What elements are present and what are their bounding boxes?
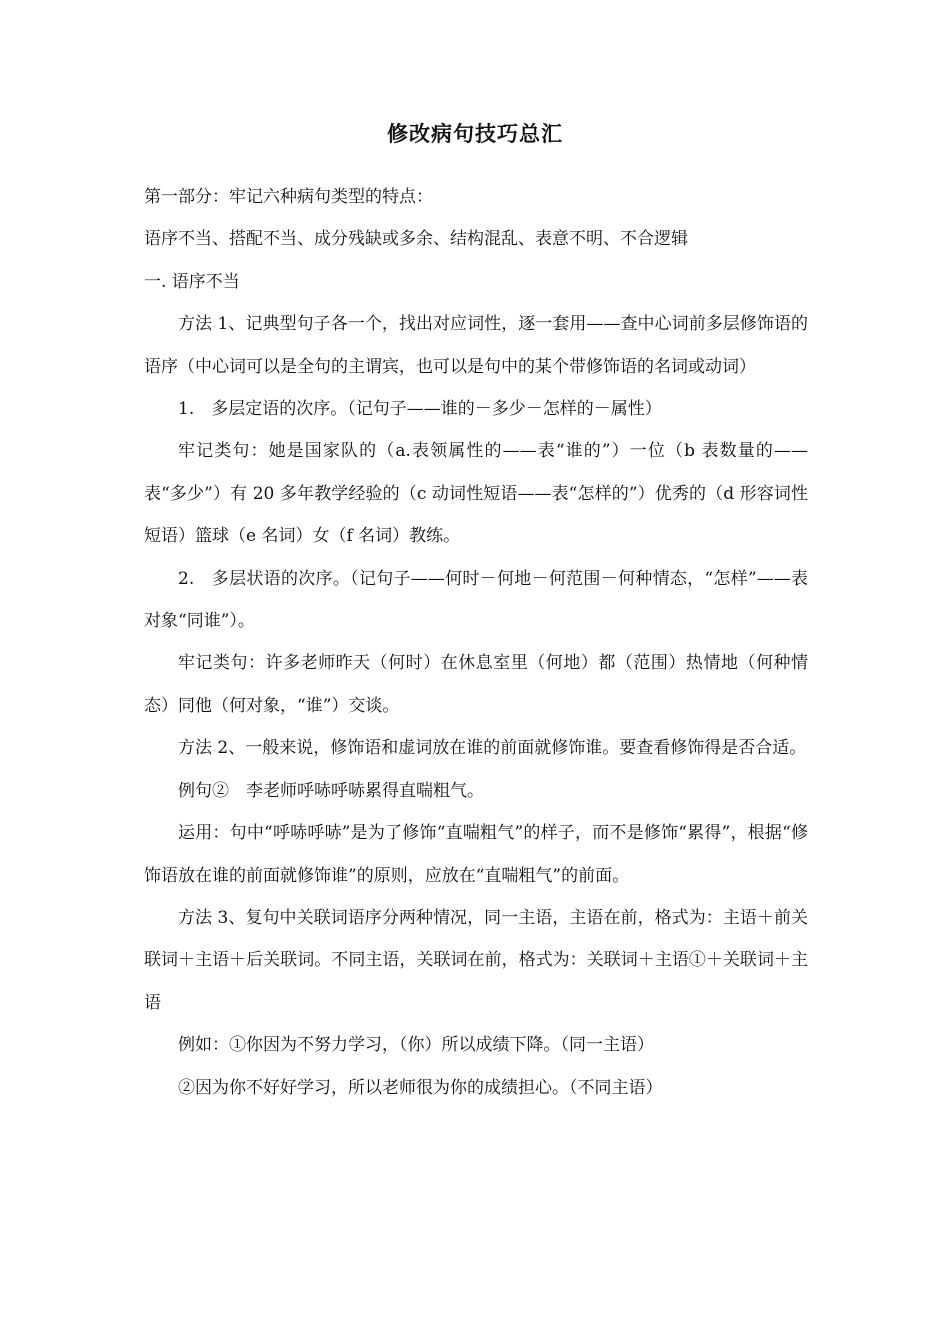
conjunction-example-2: ②因为你不好好学习，所以老师很为你的成绩担心。（不同主语）	[178, 1077, 663, 1098]
example-sentence-2: 例句② 李老师呼哧呼哧累得直喘粗气。	[178, 780, 484, 801]
attributive-example-sentence: 牢记类句：她是国家队的（a.表领属性的——表“谁的”）一位（b 表数量的——表“多少”）有 20 多年教学经验的（c 动词性短语——表“怎样的”）优秀的（d 形容词性短语）篮球（e 名词）女（f 名词）教练。	[144, 441, 808, 547]
error-type-list: 语序不当、搭配不当、成分残缺或多余、结构混乱、表意不明、不合逻辑	[144, 229, 688, 250]
adverbial-order-rule: 2. 多层状语的次序。（记句子——何时－何地－何范围－何种情态，“怎样”——表对象“同谁”）。	[144, 568, 808, 632]
attributive-order-rule: 1. 多层定语的次序。（记句子——谁的－多少－怎样的－属性）	[178, 399, 662, 420]
subsection-heading-word-order: 一. 语序不当	[144, 271, 240, 292]
conjunction-example-1: 例如：①你因为不努力学习，（你）所以成绩下降。（同一主语）	[178, 1035, 654, 1056]
application-explanation: 运用：句中“呼哧呼哧”是为了修饰“直喘粗气”的样子，而不是修饰“累得”，根据“修饰语放在谁的前面就修饰谁”的原则，应放在“直喘粗气”的前面。	[144, 823, 808, 886]
method-2-paragraph: 方法 2、一般来说，修饰语和虚词放在谁的前面就修饰谁。要查看修饰得是否合适。	[178, 738, 807, 759]
document-title: 修改病句技巧总汇	[387, 122, 563, 146]
adverbial-example-sentence: 牢记类句：许多老师昨天（何时）在休息室里（何地）都（范围）热情地（何种情态）同他（何对象，“谁”）交谈。	[144, 653, 808, 716]
method-3-paragraph: 方法 3、复句中关联词语序分两种情况，同一主语，主语在前，格式为：主语＋前关联词＋主语＋后关联词。不同主语，关联词在前，格式为：关联词＋主语①＋关联词＋主语	[144, 907, 808, 1013]
method-1-paragraph: 方法 1、记典型句子各一个，找出对应词性，逐一套用——查中心词前多层修饰语的语序（中心词可以是全句的主谓宾，也可以是句中的某个带修饰语的名词或动词）	[144, 314, 808, 377]
document-body	[144, 176, 808, 1109]
section-heading-part-one: 第一部分：牢记六种病句类型的特点：	[144, 187, 433, 207]
